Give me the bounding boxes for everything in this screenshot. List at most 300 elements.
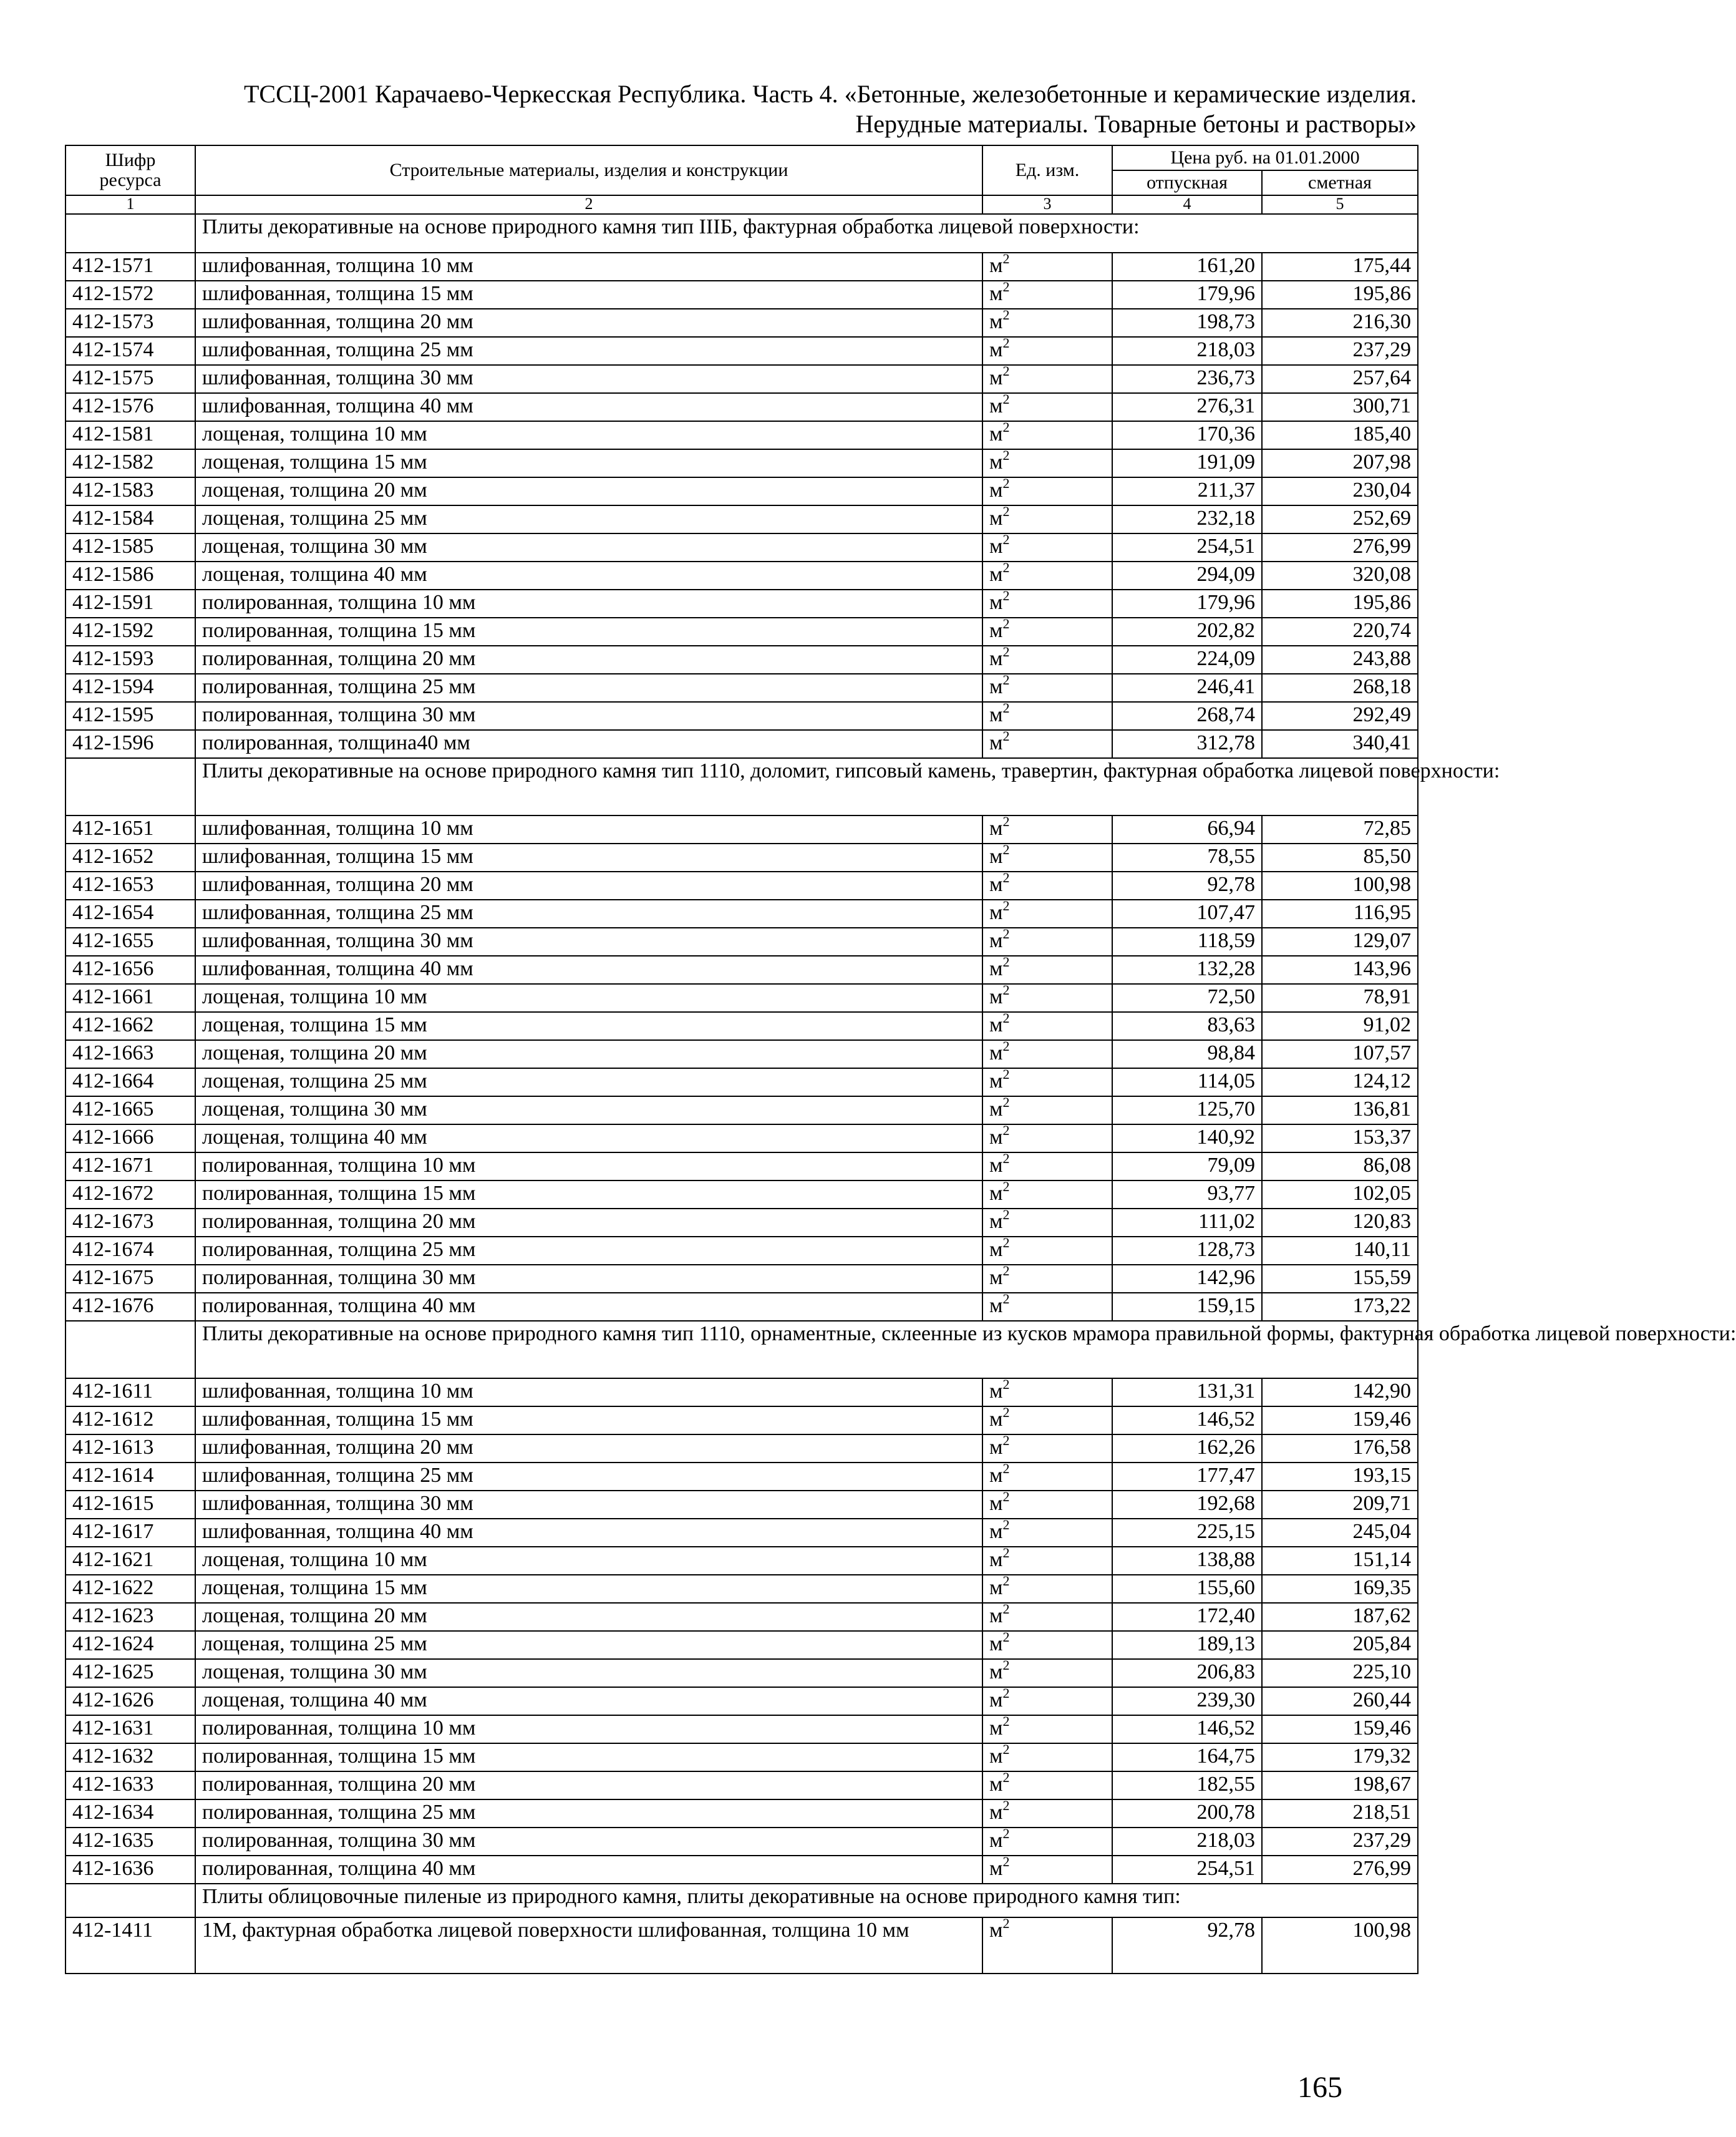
resource-code: 412-1665 — [65, 1096, 195, 1124]
unit-superscript: 2 — [1002, 643, 1010, 660]
material-description: шлифованная, толщина 25 мм — [195, 337, 982, 365]
estimate-price: 260,44 — [1262, 1687, 1418, 1715]
material-description: полированная, толщина 10 мм — [195, 1152, 982, 1180]
release-price: 66,94 — [1112, 815, 1262, 844]
unit-superscript: 2 — [1002, 1234, 1010, 1250]
material-description: полированная, толщина 30 мм — [195, 1265, 982, 1293]
material-description: шлифованная, толщина 30 мм — [195, 928, 982, 956]
release-price: 224,09 — [1112, 646, 1262, 674]
table-row — [65, 477, 1418, 505]
table-row — [65, 421, 1418, 449]
table-row — [65, 702, 1418, 730]
resource-code: 412-1571 — [65, 253, 195, 281]
unit-superscript: 2 — [1002, 1915, 1010, 1931]
release-price: 232,18 — [1112, 505, 1262, 533]
unit-base: м — [989, 1464, 1003, 1487]
unit-superscript: 2 — [1002, 1094, 1010, 1110]
unit-cell — [982, 1040, 1112, 1068]
estimate-price: 151,14 — [1262, 1547, 1418, 1575]
table-row — [65, 1799, 1418, 1828]
table-row — [65, 815, 1418, 844]
release-price: 170,36 — [1112, 421, 1262, 449]
material-description: полированная, толщина 40 мм — [195, 1293, 982, 1321]
release-price: 254,51 — [1112, 1856, 1262, 1884]
unit-superscript: 2 — [1002, 1713, 1010, 1729]
table-row — [65, 1715, 1418, 1743]
unit-cell — [982, 1516, 1112, 1547]
release-price: 114,05 — [1112, 1068, 1262, 1096]
table-row — [65, 956, 1418, 984]
estimate-price: 340,41 — [1262, 730, 1418, 758]
table-row — [65, 1491, 1418, 1519]
material-description: шлифованная, толщина 15 мм — [195, 844, 982, 872]
resource-code: 412-1594 — [65, 674, 195, 702]
section-title: Плиты декоративные на основе природного камня тип 1110, доломит, гипсовый камень, травертин, фактурная обработка лицевой поверхности: — [195, 758, 1418, 815]
unit-superscript: 2 — [1002, 531, 1010, 547]
unit-cell — [982, 1488, 1112, 1519]
unit-cell — [982, 815, 1112, 844]
table-row — [65, 1096, 1418, 1124]
estimate-price: 276,99 — [1262, 533, 1418, 562]
estimate-price: 225,10 — [1262, 1659, 1418, 1687]
resource-code: 412-1613 — [65, 1434, 195, 1463]
unit-cell — [982, 1406, 1112, 1434]
unit-cell — [982, 1152, 1112, 1180]
material-description: шлифованная, толщина 20 мм — [195, 1434, 982, 1463]
unit-base: м — [989, 1660, 1003, 1683]
table-row — [65, 646, 1418, 674]
release-price: 146,52 — [1112, 1715, 1262, 1743]
material-description: лощеная, толщина 10 мм — [195, 421, 982, 449]
release-price: 192,68 — [1112, 1491, 1262, 1519]
material-description: лощеная, толщина 10 мм — [195, 984, 982, 1012]
unit-superscript: 2 — [1002, 1797, 1010, 1813]
section-header-row — [65, 1321, 1418, 1378]
resource-code: 412-1632 — [65, 1743, 195, 1771]
table-row — [65, 1265, 1418, 1293]
release-price: 161,20 — [1112, 253, 1262, 281]
section-code-cell — [65, 1321, 195, 1378]
unit-cell — [982, 1262, 1112, 1293]
material-description: полированная, толщина 30 мм — [195, 1828, 982, 1856]
estimate-price: 237,29 — [1262, 1828, 1418, 1856]
material-description: полированная, толщина40 мм — [195, 730, 982, 758]
section-title: Плиты декоративные на основе природного камня тип IIIБ, фактурная обработка лицевой поверхности: — [195, 214, 1418, 253]
unit-cell — [982, 306, 1112, 337]
unit-cell — [982, 1628, 1112, 1659]
resource-code: 412-1622 — [65, 1575, 195, 1603]
unit-base: м — [989, 1604, 1003, 1627]
resource-code: 412-1572 — [65, 281, 195, 309]
unit-superscript: 2 — [1002, 1432, 1010, 1448]
release-price: 107,47 — [1112, 900, 1262, 928]
unit-base: м — [989, 1380, 1003, 1403]
table-row — [65, 900, 1418, 928]
column-number: 4 — [1112, 195, 1262, 214]
unit-base: м — [989, 957, 1003, 980]
release-price: 138,88 — [1112, 1547, 1262, 1575]
release-price: 164,75 — [1112, 1743, 1262, 1771]
release-price: 92,78 — [1112, 872, 1262, 900]
unit-superscript: 2 — [1002, 1460, 1010, 1476]
unit-base: м — [989, 1801, 1003, 1824]
resource-code: 412-1671 — [65, 1152, 195, 1180]
table-row — [65, 365, 1418, 393]
resource-code: 412-1656 — [65, 956, 195, 984]
unit-cell — [982, 1544, 1112, 1575]
unit-base: м — [989, 1520, 1003, 1543]
document-title-line-1: ТССЦ-2001 Карачаево-Черкесская Республика. Часть 4. «Бетонные, железобетонные и керамические изделия. — [243, 80, 1417, 108]
release-price: 132,28 — [1112, 956, 1262, 984]
table-row — [65, 1378, 1418, 1406]
estimate-price: 209,71 — [1262, 1491, 1418, 1519]
unit-base: м — [989, 703, 1003, 726]
release-price: 72,50 — [1112, 984, 1262, 1012]
unit-superscript: 2 — [1002, 1262, 1010, 1278]
material-description: полированная, толщина 20 мм — [195, 1771, 982, 1799]
resource-code: 412-1631 — [65, 1715, 195, 1743]
estimate-price: 220,74 — [1262, 618, 1418, 646]
unit-superscript: 2 — [1002, 250, 1010, 266]
unit-superscript: 2 — [1002, 1853, 1010, 1869]
material-description: лощеная, толщина 15 мм — [195, 1012, 982, 1040]
estimate-price: 91,02 — [1262, 1012, 1418, 1040]
unit-superscript: 2 — [1002, 419, 1010, 435]
resource-code: 412-1586 — [65, 562, 195, 590]
table-row — [65, 928, 1418, 956]
material-description: полированная, толщина 25 мм — [195, 1799, 982, 1828]
release-price: 268,74 — [1112, 702, 1262, 730]
column-header-release-price: отпускная — [1112, 170, 1262, 195]
unit-superscript: 2 — [1002, 1628, 1010, 1645]
unit-superscript: 2 — [1002, 1741, 1010, 1757]
release-price: 206,83 — [1112, 1659, 1262, 1687]
table-row — [65, 1068, 1418, 1096]
estimate-price: 198,67 — [1262, 1771, 1418, 1799]
unit-superscript: 2 — [1002, 1290, 1010, 1307]
unit-superscript: 2 — [1002, 615, 1010, 631]
column-number-row — [65, 195, 1418, 214]
resource-code: 412-1624 — [65, 1631, 195, 1659]
estimate-price: 230,04 — [1262, 477, 1418, 505]
unit-superscript: 2 — [1002, 1178, 1010, 1194]
table-row — [65, 449, 1418, 477]
unit-cell — [982, 1180, 1112, 1209]
estimate-price: 176,58 — [1262, 1434, 1418, 1463]
estimate-price: 143,96 — [1262, 956, 1418, 984]
unit-superscript: 2 — [1002, 475, 1010, 491]
document-title-line-2: Нерудные материалы. Товарные бетоны и растворы» — [855, 110, 1417, 138]
resource-code: 412-1663 — [65, 1040, 195, 1068]
estimate-price: 86,08 — [1262, 1152, 1418, 1180]
release-price: 179,96 — [1112, 590, 1262, 618]
table-row — [65, 1828, 1418, 1856]
unit-cell — [982, 365, 1112, 393]
resource-code: 412-1633 — [65, 1771, 195, 1799]
resource-code: 412-1653 — [65, 872, 195, 900]
resource-code: 412-1623 — [65, 1603, 195, 1631]
material-description: лощеная, толщина 15 мм — [195, 449, 982, 477]
table-row — [65, 1771, 1418, 1799]
unit-cell — [982, 278, 1112, 309]
release-price: 111,02 — [1112, 1209, 1262, 1237]
unit-base: м — [989, 1408, 1003, 1431]
unit-cell — [982, 477, 1112, 505]
release-price: 276,31 — [1112, 393, 1262, 421]
table-row — [65, 533, 1418, 562]
estimate-price: 169,35 — [1262, 1575, 1418, 1603]
table-row — [65, 1917, 1418, 1974]
unit-superscript: 2 — [1002, 1657, 1010, 1673]
resource-code: 412-1585 — [65, 533, 195, 562]
release-price: 189,13 — [1112, 1631, 1262, 1659]
release-price: 239,30 — [1112, 1687, 1262, 1715]
resource-code: 412-1675 — [65, 1265, 195, 1293]
unit-superscript: 2 — [1002, 671, 1010, 688]
release-price: 218,03 — [1112, 1828, 1262, 1856]
unit-base: м — [989, 1238, 1003, 1261]
unit-superscript: 2 — [1002, 1825, 1010, 1841]
material-description: лощеная, толщина 25 мм — [195, 505, 982, 533]
unit-cell — [982, 869, 1112, 900]
unit-base: м — [989, 619, 1003, 642]
release-price: 198,73 — [1112, 309, 1262, 337]
unit-cell — [982, 897, 1112, 928]
estimate-price: 153,37 — [1262, 1124, 1418, 1152]
unit-base: м — [989, 1745, 1003, 1768]
table-row — [65, 1659, 1418, 1687]
table-row — [65, 1547, 1418, 1575]
material-description: шлифованная, толщина 30 мм — [195, 365, 982, 393]
unit-cell — [982, 1687, 1112, 1715]
unit-cell — [982, 1096, 1112, 1124]
estimate-price: 136,81 — [1262, 1096, 1418, 1124]
unit-superscript: 2 — [1002, 1206, 1010, 1222]
column-header-code: Шифр ресурса — [65, 145, 195, 195]
unit-cell — [982, 1012, 1112, 1040]
unit-cell — [982, 1715, 1112, 1743]
column-number: 5 — [1262, 195, 1418, 214]
estimate-price: 185,40 — [1262, 421, 1418, 449]
unit-cell — [982, 1853, 1112, 1884]
unit-base: м — [989, 1041, 1003, 1064]
table-row — [65, 337, 1418, 365]
unit-cell — [982, 449, 1112, 477]
unit-base: м — [989, 591, 1003, 614]
resource-code: 412-1674 — [65, 1237, 195, 1265]
unit-base: м — [989, 1069, 1003, 1093]
resource-code: 412-1655 — [65, 928, 195, 956]
unit-cell — [982, 1068, 1112, 1096]
release-price: 177,47 — [1112, 1463, 1262, 1491]
unit-superscript: 2 — [1002, 334, 1010, 351]
material-description: шлифованная, толщина 10 мм — [195, 253, 982, 281]
release-price: 179,96 — [1112, 281, 1262, 309]
unit-cell — [982, 643, 1112, 674]
unit-base: м — [989, 1294, 1003, 1317]
release-price: 78,55 — [1112, 844, 1262, 872]
release-price: 236,73 — [1112, 365, 1262, 393]
release-price: 131,31 — [1112, 1378, 1262, 1406]
estimate-price: 245,04 — [1262, 1519, 1418, 1547]
table-row — [65, 1856, 1418, 1884]
release-price: 191,09 — [1112, 449, 1262, 477]
unit-base: м — [989, 366, 1003, 389]
unit-superscript: 2 — [1002, 503, 1010, 519]
material-description: лощеная, толщина 20 мм — [195, 1040, 982, 1068]
unit-superscript: 2 — [1002, 981, 1010, 998]
resource-code: 412-1575 — [65, 365, 195, 393]
release-price: 128,73 — [1112, 1237, 1262, 1265]
unit-superscript: 2 — [1002, 869, 1010, 885]
table-header-row — [65, 145, 1418, 170]
resource-code: 412-1573 — [65, 309, 195, 337]
release-price: 98,84 — [1112, 1040, 1262, 1068]
resource-code: 412-1584 — [65, 505, 195, 533]
estimate-price: 257,64 — [1262, 365, 1418, 393]
estimate-price: 100,98 — [1262, 872, 1418, 900]
release-price: 312,78 — [1112, 730, 1262, 758]
table-row — [65, 618, 1418, 646]
unit-superscript: 2 — [1002, 1488, 1010, 1504]
resource-code: 412-1614 — [65, 1463, 195, 1491]
unit-superscript: 2 — [1002, 1685, 1010, 1701]
unit-base: м — [989, 422, 1003, 445]
unit-cell — [982, 953, 1112, 984]
column-number: 2 — [195, 195, 982, 214]
unit-base: м — [989, 1098, 1003, 1121]
material-description: шлифованная, толщина 15 мм — [195, 1406, 982, 1434]
resource-code: 412-1593 — [65, 646, 195, 674]
unit-superscript: 2 — [1002, 391, 1010, 407]
material-description: полированная, толщина 40 мм — [195, 1856, 982, 1884]
unit-cell — [982, 1378, 1112, 1406]
column-header-unit: Ед. изм. — [982, 145, 1112, 195]
estimate-price: 179,32 — [1262, 1743, 1418, 1771]
unit-base: м — [989, 845, 1003, 868]
unit-base: м — [989, 1154, 1003, 1177]
material-description: лощеная, толщина 10 мм — [195, 1547, 982, 1575]
unit-superscript: 2 — [1002, 559, 1010, 575]
unit-superscript: 2 — [1002, 925, 1010, 942]
column-header-price: Цена руб. на 01.01.2000 — [1112, 145, 1418, 170]
estimate-price: 78,91 — [1262, 984, 1418, 1012]
unit-cell — [982, 533, 1112, 562]
table-row — [65, 1519, 1418, 1547]
section-code-cell — [65, 1884, 195, 1917]
release-price: 142,96 — [1112, 1265, 1262, 1293]
material-description: 1М, фактурная обработка лицевой поверхности шлифованная, толщина 10 мм — [195, 1917, 982, 1974]
unit-cell — [982, 334, 1112, 365]
unit-cell — [982, 1917, 1112, 1974]
table-row — [65, 872, 1418, 900]
resource-code: 412-1651 — [65, 815, 195, 844]
estimate-price: 252,69 — [1262, 505, 1418, 533]
unit-superscript: 2 — [1002, 897, 1010, 913]
release-price: 162,26 — [1112, 1434, 1262, 1463]
estimate-price: 193,15 — [1262, 1463, 1418, 1491]
unit-base: м — [989, 1436, 1003, 1459]
unit-cell — [982, 1825, 1112, 1856]
release-price: 140,92 — [1112, 1124, 1262, 1152]
unit-superscript: 2 — [1002, 587, 1010, 603]
resource-code: 412-1626 — [65, 1687, 195, 1715]
material-description: полированная, толщина 20 мм — [195, 1209, 982, 1237]
section-header-row — [65, 758, 1418, 815]
column-header-name: Строительные материалы, изделия и конструкции — [195, 145, 982, 195]
unit-superscript: 2 — [1002, 728, 1010, 744]
material-description: шлифованная, толщина 15 мм — [195, 281, 982, 309]
estimate-price: 268,18 — [1262, 674, 1418, 702]
resource-code: 412-1574 — [65, 337, 195, 365]
material-description: полированная, толщина 15 мм — [195, 1743, 982, 1771]
table-row — [65, 1124, 1418, 1152]
unit-cell — [982, 393, 1112, 421]
estimate-price: 207,98 — [1262, 449, 1418, 477]
material-description: шлифованная, толщина 20 мм — [195, 872, 982, 900]
resource-code: 412-1666 — [65, 1124, 195, 1152]
release-price: 200,78 — [1112, 1799, 1262, 1828]
estimate-price: 159,46 — [1262, 1715, 1418, 1743]
estimate-price: 100,98 — [1262, 1917, 1418, 1974]
table-row — [65, 590, 1418, 618]
unit-base: м — [989, 985, 1003, 1008]
material-description: шлифованная, толщина 25 мм — [195, 900, 982, 928]
table-row — [65, 1152, 1418, 1180]
estimate-price: 175,44 — [1262, 253, 1418, 281]
table-row — [65, 1575, 1418, 1603]
unit-cell — [982, 730, 1112, 758]
unit-base: м — [989, 254, 1003, 277]
unit-base: м — [989, 1829, 1003, 1852]
material-description: лощеная, толщина 20 мм — [195, 477, 982, 505]
section-header-row — [65, 214, 1418, 253]
estimate-price: 187,62 — [1262, 1603, 1418, 1631]
material-description: лощеная, толщина 25 мм — [195, 1631, 982, 1659]
unit-base: м — [989, 1632, 1003, 1655]
unit-superscript: 2 — [1002, 1038, 1010, 1054]
release-price: 218,03 — [1112, 337, 1262, 365]
material-description: полированная, толщина 15 мм — [195, 618, 982, 646]
unit-base: м — [989, 1919, 1003, 1942]
release-price: 155,60 — [1112, 1575, 1262, 1603]
section-title: Плиты декоративные на основе природного камня тип 1110, орнаментные, склеенные из кусков мрамора правильной формы, фактурная обработка лицевой поверхности: — [195, 1321, 1418, 1378]
unit-base: м — [989, 675, 1003, 698]
resource-code: 412-1635 — [65, 1828, 195, 1856]
resource-code: 412-1664 — [65, 1068, 195, 1096]
resource-code: 412-1625 — [65, 1659, 195, 1687]
resource-code: 412-1583 — [65, 477, 195, 505]
estimate-price: 120,83 — [1262, 1209, 1418, 1237]
estimate-price: 142,90 — [1262, 1378, 1418, 1406]
estimate-price: 320,08 — [1262, 562, 1418, 590]
resource-code: 412-1411 — [65, 1917, 195, 1974]
unit-cell — [982, 1600, 1112, 1631]
section-code-cell — [65, 214, 195, 253]
material-description: полированная, толщина 10 мм — [195, 1715, 982, 1743]
unit-base: м — [989, 1492, 1003, 1515]
resource-code: 412-1672 — [65, 1180, 195, 1209]
release-price: 79,09 — [1112, 1152, 1262, 1180]
release-price: 211,37 — [1112, 477, 1262, 505]
table-row — [65, 1293, 1418, 1321]
unit-cell — [982, 671, 1112, 702]
unit-base: м — [989, 1126, 1003, 1149]
table-row — [65, 281, 1418, 309]
table-row — [65, 674, 1418, 702]
unit-base: м — [989, 450, 1003, 474]
unit-base: м — [989, 310, 1003, 333]
